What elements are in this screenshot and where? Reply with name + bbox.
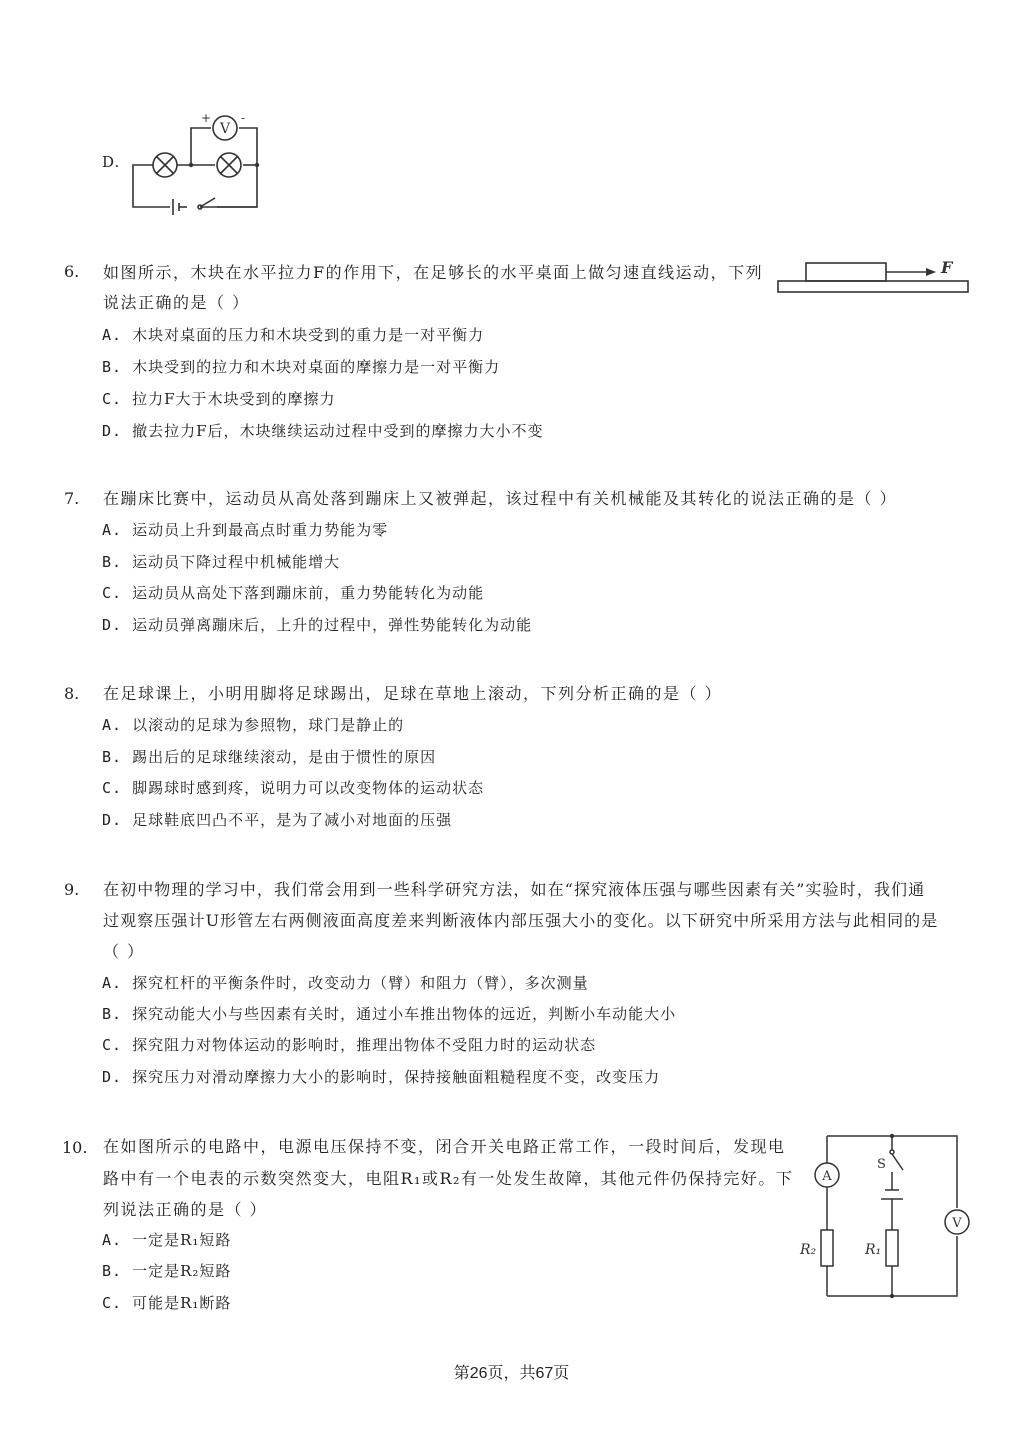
q8-stem-line-1: 在足球课上，小明用脚将足球踢出，足球在草地上滚动，下列分析正确的是（ ） bbox=[103, 684, 723, 703]
q10-resistor-r2 bbox=[821, 1230, 833, 1266]
q10-stem-line-1: 在如图所示的电路中，电源电压保持不变，闭合开关电路正常工作，一段时间后，发现电 bbox=[103, 1137, 786, 1156]
q9-option-c: C. 探究阻力对物体运动的影响时，推理出物体不受阻力时的运动状态 bbox=[102, 1036, 597, 1054]
q10-switch-blade bbox=[892, 1154, 903, 1170]
q9-option-d: D. 探究压力对滑动摩擦力大小的影响时，保持接触面粗糙程度不变，改变压力 bbox=[102, 1068, 661, 1086]
q5-option-d-label: D. bbox=[102, 153, 121, 171]
q10-option-b: B. 一定是R₂短路 bbox=[102, 1262, 232, 1280]
q8-option-c: C. 脚踢球时感到疼，说明力可以改变物体的运动状态 bbox=[102, 779, 485, 797]
q9-stem-line-2: 过观察压强计U形管左右两侧液面高度差来判断液体内部压强大小的变化。以下研究中所采用方法与此相同的是 bbox=[103, 911, 939, 930]
q10-circuit-diagram bbox=[795, 1128, 975, 1303]
q5-minus-label: - bbox=[241, 111, 246, 125]
q6-wooden-block bbox=[806, 263, 886, 281]
q5-wire-voltmeter bbox=[191, 128, 211, 165]
q10-option-c: C. 可能是R₁断路 bbox=[102, 1294, 232, 1312]
q7-option-d: D. 运动员弹离蹦床后，上升的过程中，弹性势能转化为动能 bbox=[102, 616, 533, 634]
q10-number: 10. bbox=[62, 1138, 88, 1157]
q9-stem-line-1: 在初中物理的学习中，我们常会用到一些科学研究方法，如在“探究液体压强与哪些因素有关”实验时，我们通 bbox=[103, 880, 926, 899]
q6-table-surface bbox=[778, 281, 968, 292]
q5-circuit-diagram bbox=[125, 110, 275, 215]
q10-r1-label: R₁ bbox=[865, 1242, 882, 1258]
q10-voltmeter-label: V bbox=[952, 1216, 962, 1231]
page-footer: 第26页，共67页 bbox=[453, 1365, 570, 1382]
q6-stem-line-1: 如图所示，木块在水平拉力F的作用下，在足够长的水平桌面上做匀速直线运动，下列 bbox=[103, 263, 764, 282]
q7-number: 7. bbox=[64, 489, 80, 508]
q8-number: 8. bbox=[64, 684, 80, 703]
q10-r2-label: R₂ bbox=[800, 1242, 817, 1258]
q6-option-a: A. 木块对桌面的压力和木块受到的重力是一对平衡力 bbox=[102, 326, 485, 344]
q9-number: 9. bbox=[64, 880, 80, 899]
q10-switch-pivot bbox=[890, 1150, 894, 1154]
q10-option-a: A. 一定是R₁短路 bbox=[102, 1231, 232, 1249]
q6-block-diagram bbox=[776, 256, 972, 298]
q10-stem-line-3: 列说法正确的是（ ） bbox=[103, 1200, 268, 1219]
q5-plus-label: + bbox=[201, 111, 212, 125]
q6-force-label: F bbox=[941, 258, 953, 277]
q9-option-b: B. 探究动能大小与些因素有关时，通过小车推出物体的远近，判断小车动能大小 bbox=[102, 1005, 677, 1023]
q8-option-d: D. 足球鞋底凹凸不平，是为了减小对地面的压强 bbox=[102, 811, 453, 829]
q5-voltmeter-label: V bbox=[219, 121, 231, 137]
q7-option-b: B. 运动员下降过程中机械能增大 bbox=[102, 553, 341, 571]
q5-wire-right bbox=[200, 165, 257, 207]
q6-option-b: B. 木块受到的拉力和木块对桌面的摩擦力是一对平衡力 bbox=[102, 358, 501, 376]
q9-stem-line-3: （ ） bbox=[103, 942, 145, 961]
q7-option-c: C. 运动员从高处下落到蹦床前，重力势能转化为动能 bbox=[102, 584, 485, 602]
q6-option-c: C. 拉力F大于木块受到的摩擦力 bbox=[102, 390, 336, 408]
q9-option-a: A. 探究杠杆的平衡条件时，改变动力（臂）和阻力（臂），多次测量 bbox=[102, 974, 589, 992]
q5-switch-blade bbox=[200, 198, 215, 207]
q10-resistor-r1 bbox=[886, 1230, 898, 1266]
q7-stem-line-1: 在蹦床比赛中，运动员从高处落到蹦床上又被弹起，该过程中有关机械能及其转化的说法正确的是（ ） bbox=[103, 489, 898, 508]
q10-stem-line-2: 路中有一个电表的示数突然变大，电阻R₁或R₂有一处发生故障，其他元件仍保持完好。下 bbox=[103, 1169, 794, 1188]
q7-option-a: A. 运动员上升到最高点时重力势能为零 bbox=[102, 521, 389, 539]
q6-number: 6. bbox=[64, 262, 80, 281]
q10-ammeter-label: A bbox=[822, 1169, 832, 1184]
q8-option-a: A. 以滚动的足球为参照物，球门是静止的 bbox=[102, 716, 405, 734]
q6-stem-line-2: 说法正确的是（ ） bbox=[103, 293, 250, 312]
q8-option-b: B. 踢出后的足球继续滚动，是由于惯性的原因 bbox=[102, 748, 437, 766]
q6-option-d: D. 撤去拉力F后，木块继续运动过程中受到的摩擦力大小不变 bbox=[102, 422, 544, 440]
q5-wire-left bbox=[133, 165, 170, 207]
q10-switch-label: S bbox=[877, 1157, 886, 1172]
